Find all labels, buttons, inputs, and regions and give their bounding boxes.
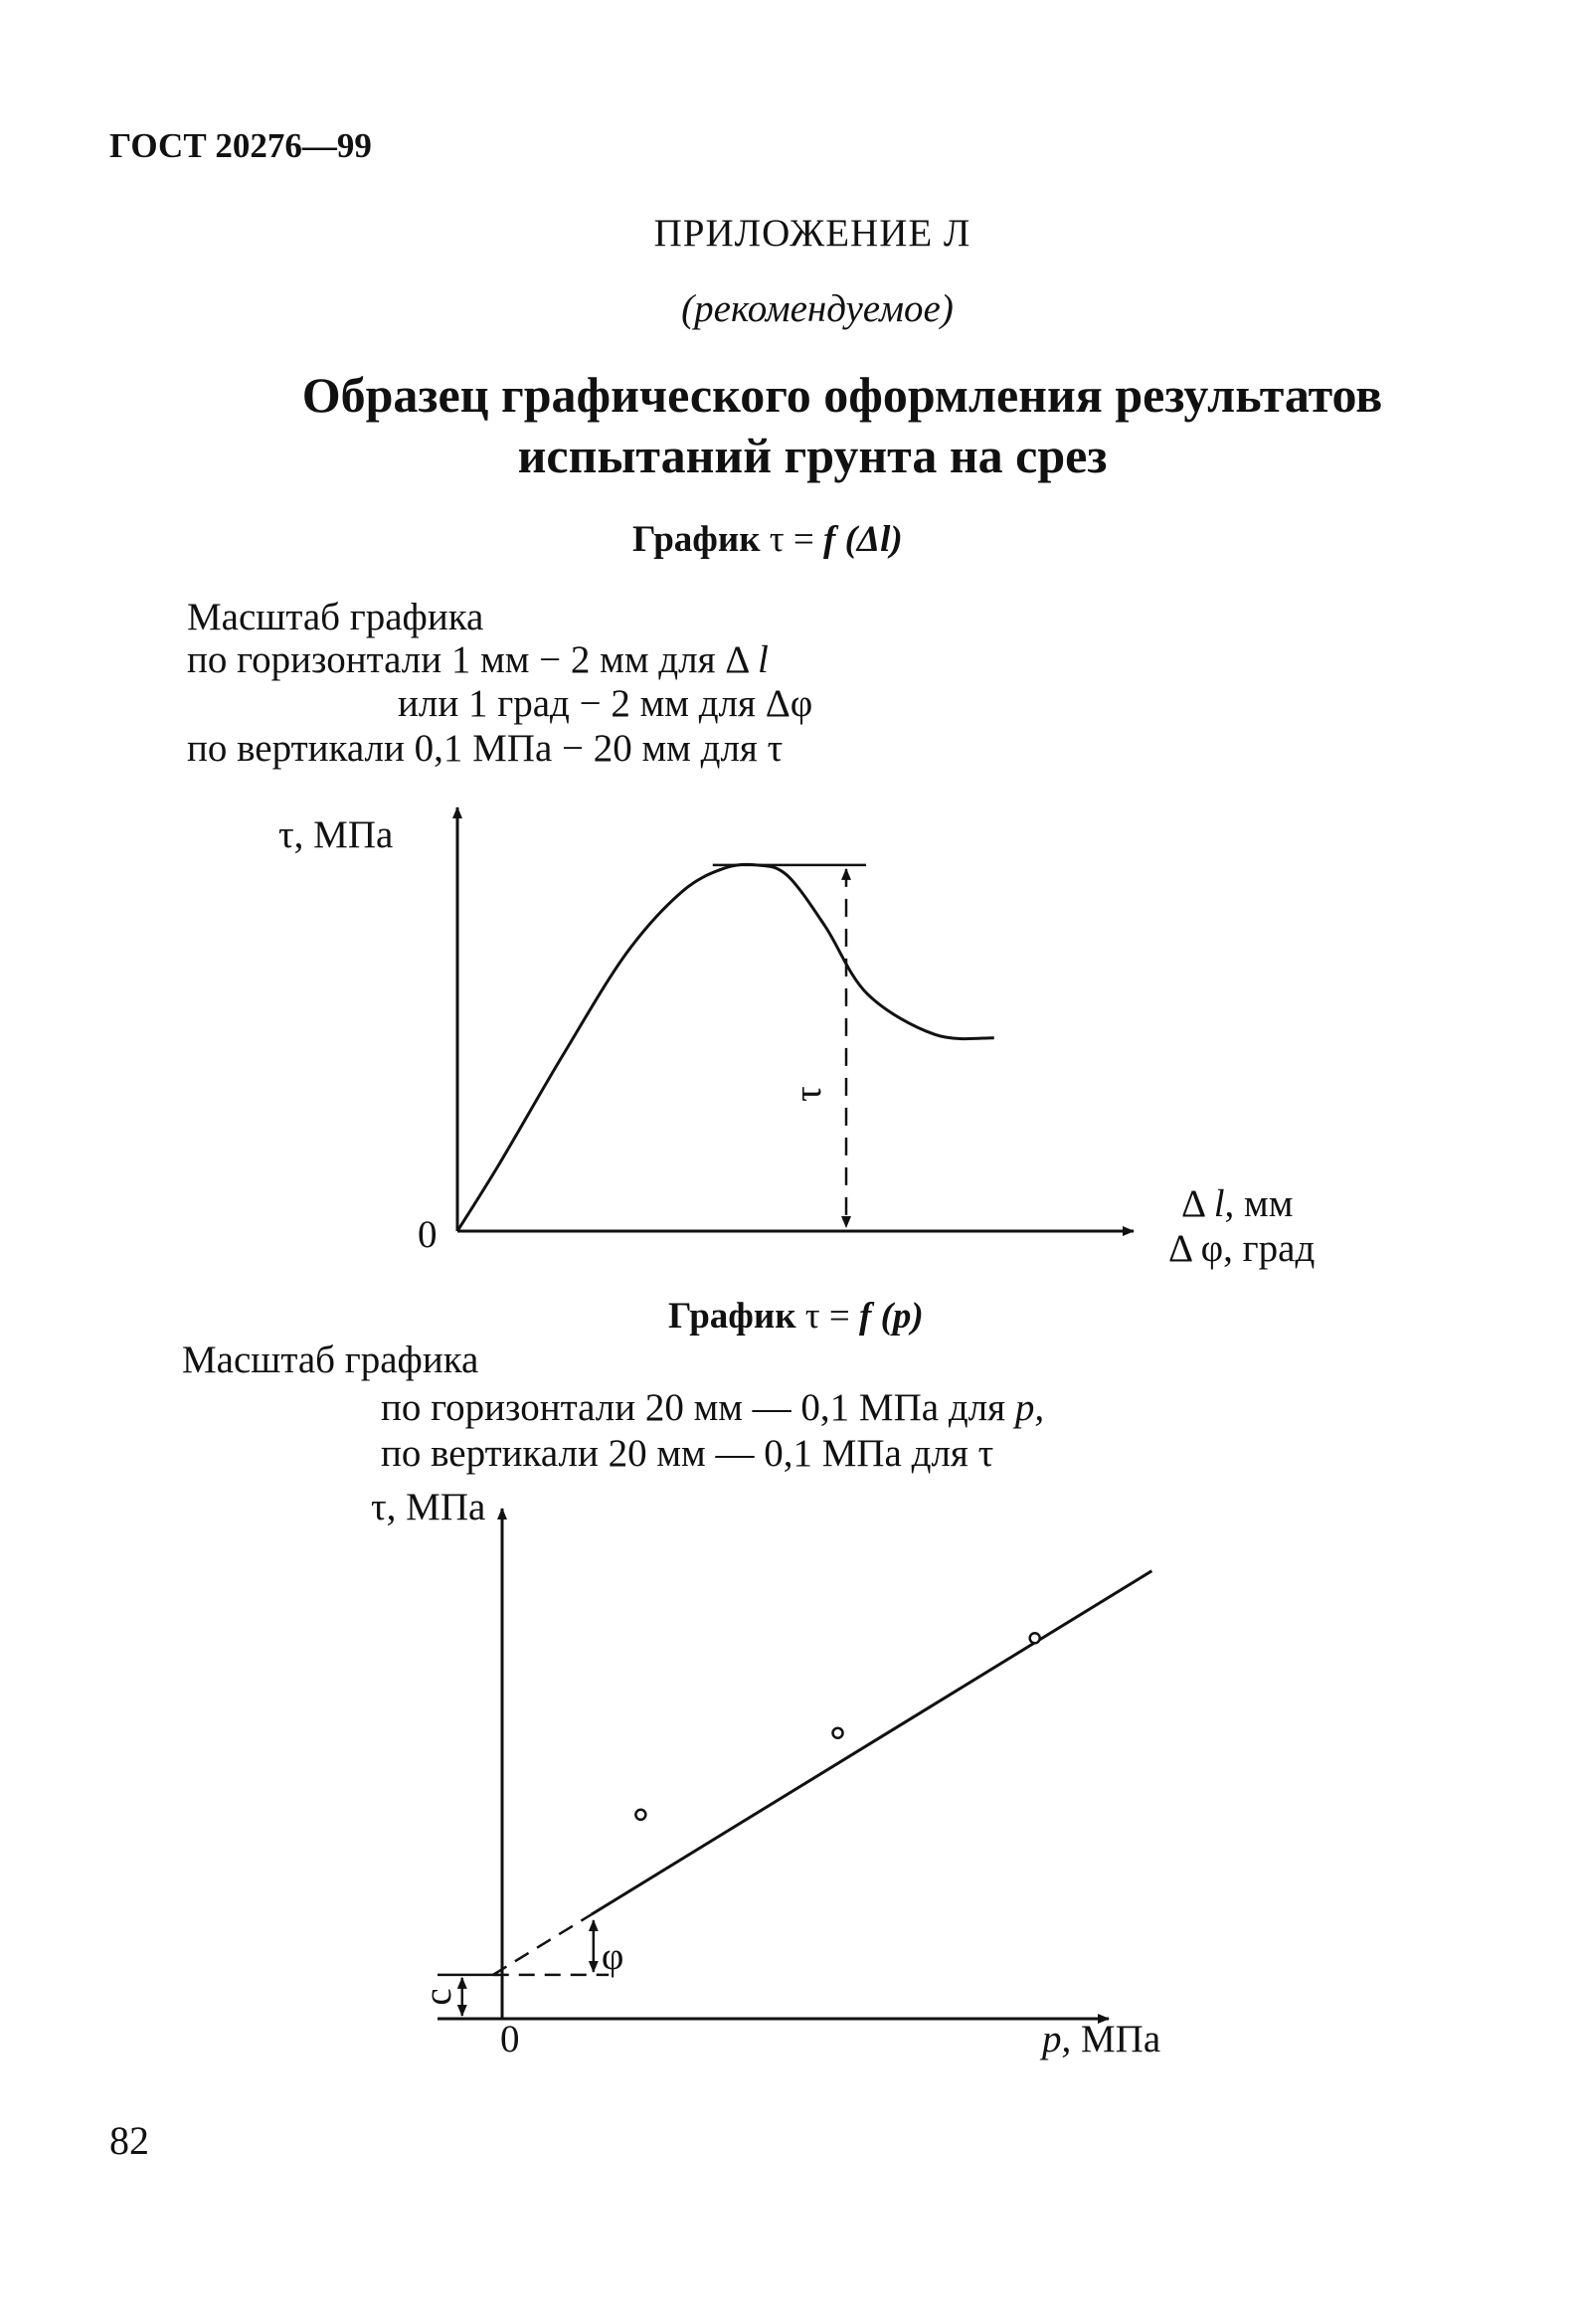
graph2-chart — [371, 1486, 1160, 2060]
graph2-x-label-unit: МПа — [1071, 2018, 1161, 2060]
graph1-scale-horizontal-alt: или 1 град − 2 мм для Δφ — [398, 682, 813, 725]
graph1-x-label-1-var: l — [1213, 1182, 1225, 1225]
graph2-origin-label: 0 — [500, 2018, 520, 2060]
graph2-data-point-3 — [1030, 1633, 1040, 1643]
graph1-peak-marker: τ — [787, 1086, 829, 1102]
graph1-scale-horizontal-text: по горизонтали 1 мм − 2 мм для Δ — [187, 638, 758, 681]
graph2-intercept-label: c — [416, 1988, 459, 2006]
graph1-title-formula: τ = — [769, 519, 824, 560]
graph1-title-word: График — [632, 519, 761, 560]
graph2-scale-horizontal-text: по горизонтали 20 мм — 0,1 МПа для — [381, 1386, 1015, 1429]
graph2-fit-line-extrapolated — [493, 1914, 592, 1975]
appendix-title: ПРИЛОЖЕНИЕ Л — [653, 212, 971, 255]
graph1-chart — [278, 807, 1315, 1270]
graph2-title-fn: f — [859, 1296, 872, 1337]
standard-code: ГОСТ 20276—99 — [109, 126, 372, 165]
graph1-y-label: τ, МПа — [278, 813, 394, 856]
graph1-title-fn: f — [823, 519, 836, 560]
graph2-data-point-2 — [833, 1728, 843, 1738]
graph1-scale-title: Масштаб графика — [187, 596, 484, 638]
graph2-title-arg: (p) — [880, 1296, 924, 1337]
graph1-curve — [457, 864, 994, 1231]
appendix-heading-line2: испытаний грунта на срез — [517, 428, 1108, 483]
page-number: 82 — [109, 2118, 149, 2163]
graph2-title-word: График — [668, 1296, 796, 1337]
graph1-title-arg: (Δl) — [844, 519, 903, 560]
graph2-angle-label: φ — [601, 1934, 624, 1978]
graph2-y-label: τ, МПа — [371, 1486, 486, 1528]
appendix-heading-line1: Образец графического оформления результатов — [301, 367, 1383, 423]
graph2-scale-horizontal-var: p, — [1014, 1386, 1045, 1429]
appendix-status: (рекомендуемое) — [681, 287, 954, 330]
graph2-scale-vertical: по вертикали 20 мм — 0,1 МПа для τ — [381, 1432, 994, 1475]
graph1-scale-vertical: по вертикали 0,1 МПа − 20 мм для τ — [187, 727, 784, 770]
graph1-x-label-1-pre: Δ — [1181, 1182, 1214, 1225]
graph2-scale-title: Масштаб графика — [182, 1339, 479, 1381]
graph2-title-formula: τ = — [804, 1296, 860, 1337]
graph2-x-label — [1039, 2018, 1160, 2060]
graph2-fit-line — [592, 1571, 1152, 1914]
graph1-x-label-2: Δ φ, град — [1168, 1227, 1316, 1270]
graph1-x-label-1-post: , мм — [1224, 1182, 1294, 1225]
graph1-x-label-1 — [1181, 1182, 1293, 1225]
graph2-x-label-var: p, — [1042, 2018, 1072, 2060]
graph1-origin-label: 0 — [418, 1213, 438, 1256]
graph2-data-point-1 — [635, 1810, 645, 1820]
graph1-scale-horizontal-var: l — [757, 638, 769, 681]
graph2-points — [635, 1633, 1039, 1819]
